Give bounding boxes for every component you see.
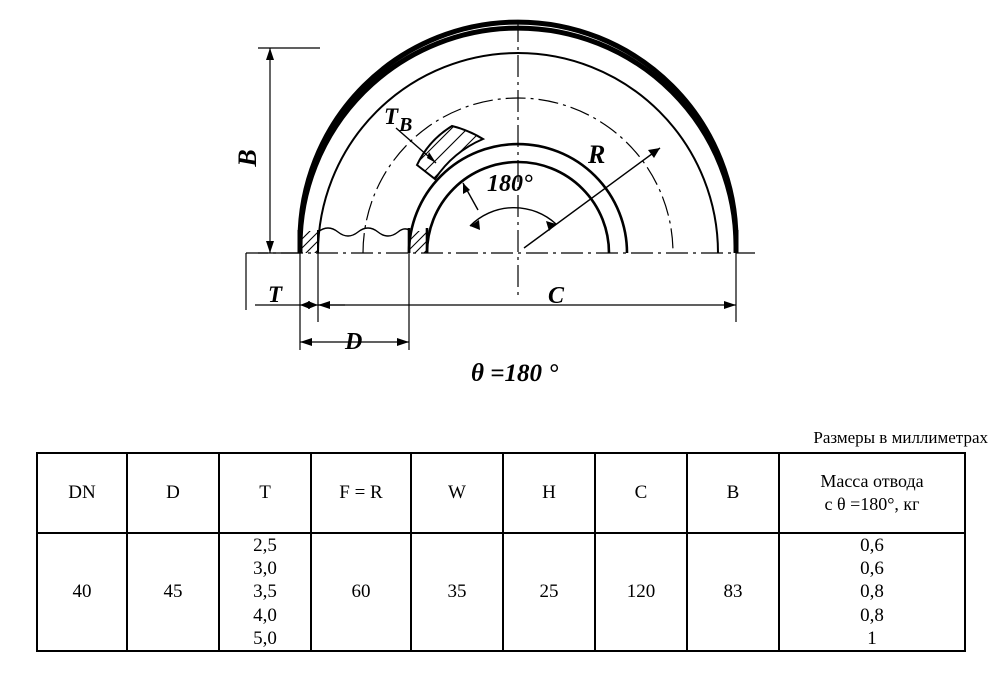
dimensions-table [36, 452, 966, 652]
cell-w: 35 [411, 533, 503, 651]
cell-t-values [219, 533, 311, 651]
mass-value: 0,6 [860, 535, 884, 556]
t-value: 3,0 [253, 558, 277, 580]
header-f-r: F = R [311, 453, 411, 533]
cell-d: 45 [127, 533, 219, 651]
label-t-left: T [268, 282, 283, 307]
header-mass [779, 453, 965, 533]
section-hatch-bore-left [398, 227, 441, 261]
section-hatch-left [289, 227, 332, 261]
dimension-b-height [258, 48, 320, 253]
mass-value: 1 [867, 627, 877, 649]
mass-value: 0,8 [860, 581, 884, 603]
t-value: 4,0 [253, 604, 277, 626]
cell-dn: 40 [37, 533, 127, 651]
header-w: W [411, 453, 503, 533]
cell-c: 120 [595, 533, 687, 651]
table-row [37, 533, 965, 651]
label-c: C [548, 283, 565, 309]
label-b-height: B [233, 149, 262, 167]
header-b: B [687, 453, 779, 533]
cell-h: 25 [503, 533, 595, 651]
leader-t-b [396, 128, 478, 210]
header-c: C [595, 453, 687, 533]
t-value: 5,0 [253, 627, 277, 649]
label-b-bold: B [399, 114, 413, 136]
header-d: D [127, 453, 219, 533]
units-caption: Размеры в миллиметрах [813, 428, 988, 447]
mass-value: 0,8 [860, 604, 884, 626]
label-d: D [345, 329, 363, 355]
label-radius-r: R [588, 140, 606, 169]
cell-b: 83 [687, 533, 779, 651]
angle-dimension-180 [470, 208, 556, 231]
header-dn: DN [37, 453, 127, 533]
header-t: T [219, 453, 311, 533]
cell-f-r: 60 [311, 533, 411, 651]
mass-value: 0,6 [860, 558, 884, 580]
label-t-inner: T [384, 104, 399, 129]
header-h: H [503, 453, 595, 533]
t-value: 2,5 [253, 535, 277, 556]
header-mass-line1: Масса отвода [820, 470, 924, 491]
header-mass-line2: с θ =180°, кг [824, 494, 920, 514]
dimension-c [318, 301, 736, 309]
t-value: 3,5 [253, 581, 277, 603]
table-header-row [37, 453, 965, 533]
label-angle-180: 180° [487, 171, 533, 197]
cell-mass-values [779, 533, 965, 651]
label-theta-caption: θ =180 ° [471, 360, 559, 387]
